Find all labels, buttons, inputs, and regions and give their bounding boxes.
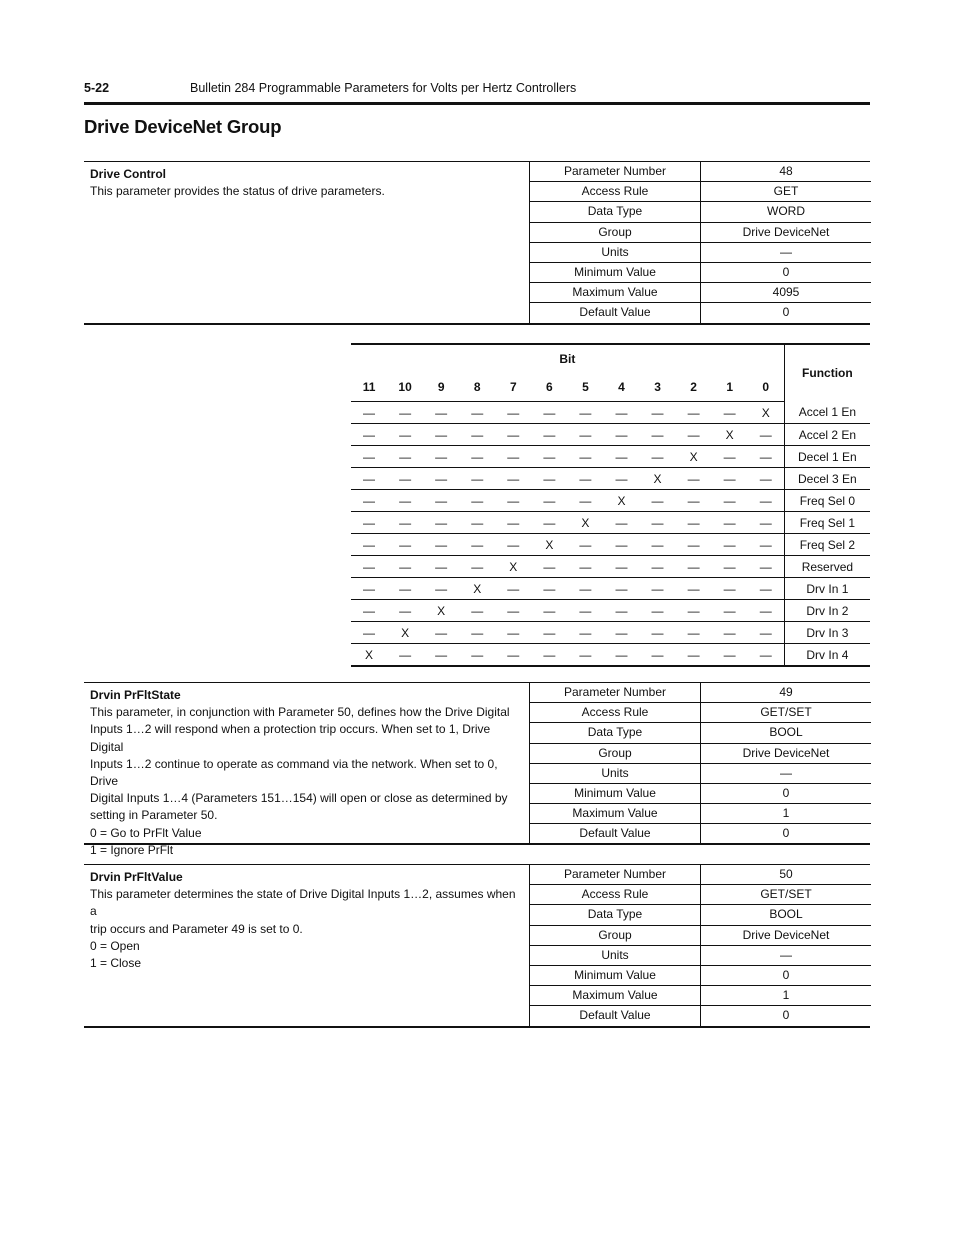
bit-cell: —	[351, 446, 387, 468]
bit-cell: —	[676, 512, 712, 534]
bit-cell: —	[351, 468, 387, 490]
param-description-line: Inputs 1…2 will respond when a protection trip occurs. When set to 1, Drive Digital	[90, 722, 491, 754]
bit-cell: —	[567, 534, 603, 556]
bit-cell: —	[603, 512, 639, 534]
bit-cell: X	[676, 446, 712, 468]
bit-cell: —	[423, 424, 459, 446]
bit-cell: —	[567, 402, 603, 424]
param-property-row	[530, 824, 871, 844]
param-property-key: Minimum Value	[530, 966, 701, 985]
param-property-value: GET/SET	[760, 887, 812, 902]
bit-number: 1	[712, 373, 748, 402]
param-property-key: Maximum Value	[530, 804, 701, 823]
bit-cell: —	[603, 578, 639, 600]
param-block-drvin-prfltstate	[84, 682, 870, 857]
bit-cell: —	[603, 534, 639, 556]
param-property-value: —	[780, 765, 792, 780]
bit-cell: —	[351, 512, 387, 534]
bit-cell: —	[712, 402, 748, 424]
param-description-line: setting in Parameter 50.	[90, 808, 218, 823]
param-property-row	[530, 926, 871, 946]
bit-cell: —	[531, 622, 567, 644]
bit-cell: —	[531, 424, 567, 446]
bit-cell: —	[459, 534, 495, 556]
bit-cell: —	[459, 402, 495, 424]
bit-cell: —	[712, 578, 748, 600]
bit-cell: —	[603, 556, 639, 578]
table-row	[351, 600, 870, 622]
function-cell: Accel 1 En	[784, 402, 870, 424]
bit-cell: —	[531, 468, 567, 490]
bit-cell: —	[748, 622, 785, 644]
bit-cell: —	[712, 556, 748, 578]
bit-cell: —	[387, 402, 423, 424]
bit-cell: —	[387, 644, 423, 667]
bit-cell: —	[712, 600, 748, 622]
param-property-key: Data Type	[530, 202, 701, 221]
bit-cell: —	[423, 446, 459, 468]
bit-cell: —	[495, 402, 531, 424]
param-property-value: BOOL	[769, 907, 803, 922]
bit-cell: —	[640, 402, 676, 424]
param-property-key: Data Type	[530, 905, 701, 924]
param-property-value: Drive DeviceNet	[742, 224, 830, 239]
bit-cell: —	[567, 446, 603, 468]
param-property-key: Maximum Value	[530, 283, 701, 302]
bit-cell: —	[640, 424, 676, 446]
bit-cell: —	[567, 556, 603, 578]
param-property-value: GET	[773, 184, 799, 199]
param-description-line: Digital Inputs 1…4 (Parameters 151…154) will open or close as determined by	[90, 791, 508, 806]
param-property-row	[530, 223, 871, 243]
bit-cell: —	[567, 600, 603, 622]
bit-cell: —	[712, 512, 748, 534]
bit-cell: —	[712, 622, 748, 644]
param-properties-table	[529, 865, 871, 1026]
bit-number: 11	[351, 373, 387, 402]
bit-number: 2	[676, 373, 712, 402]
param-property-value: 50	[779, 867, 793, 881]
bit-cell: X	[748, 402, 785, 424]
bit-cell: —	[495, 600, 531, 622]
bit-cell: —	[676, 402, 712, 424]
bit-cell: —	[567, 468, 603, 490]
bit-cell: —	[387, 446, 423, 468]
param-description-line: Inputs 1…2 continue to operate as command via the network. When set to 0, Drive	[90, 756, 498, 789]
bit-number: 0	[748, 373, 785, 402]
param-property-row	[530, 162, 871, 182]
table-row	[351, 446, 870, 468]
param-property-row	[530, 744, 871, 764]
bit-cell: —	[351, 402, 387, 424]
bit-cell: —	[387, 578, 423, 600]
param-property-key: Default Value	[530, 303, 701, 323]
bit-cell: —	[495, 490, 531, 512]
param-property-value: 0	[782, 967, 790, 982]
table-row	[351, 402, 870, 424]
param-name: Drvin PrFltState	[90, 688, 181, 702]
bit-cell: —	[748, 600, 785, 622]
bit-number: 9	[423, 373, 459, 402]
table-row	[351, 556, 870, 578]
param-property-row	[530, 946, 871, 966]
table-row	[351, 424, 870, 446]
param-property-row	[530, 905, 871, 925]
param-property-key: Units	[530, 764, 701, 783]
function-cell: Freq Sel 0	[784, 490, 870, 512]
bit-cell: —	[748, 512, 785, 534]
bit-cell: —	[459, 424, 495, 446]
bit-cell: —	[676, 622, 712, 644]
param-property-value: 0	[782, 785, 790, 800]
bit-cell: —	[459, 490, 495, 512]
param-property-key: Group	[530, 223, 701, 242]
bit-cell: —	[387, 600, 423, 622]
bit-cell: —	[531, 490, 567, 512]
bit-cell: —	[640, 578, 676, 600]
param-property-value: 0	[782, 826, 790, 841]
param-property-value: 48	[779, 164, 793, 178]
bit-cell: —	[567, 644, 603, 667]
function-cell: Drv In 2	[784, 600, 870, 622]
bit-cell: —	[640, 534, 676, 556]
bit-cell: X	[640, 468, 676, 490]
bit-cell: —	[387, 468, 423, 490]
bit-cell: —	[676, 600, 712, 622]
param-property-row	[530, 202, 871, 222]
bit-number: 6	[531, 373, 567, 402]
param-property-row	[530, 303, 871, 323]
function-cell: Drv In 1	[784, 578, 870, 600]
param-property-row	[530, 723, 871, 743]
bit-cell: —	[603, 468, 639, 490]
bit-cell: —	[531, 512, 567, 534]
bit-cell: —	[567, 424, 603, 446]
bit-cell: —	[603, 600, 639, 622]
section-title: Drive DeviceNet Group	[84, 116, 282, 137]
table-row	[351, 468, 870, 490]
param-property-row	[530, 764, 871, 784]
param-property-value: BOOL	[769, 725, 803, 740]
function-cell: Drv In 3	[784, 622, 870, 644]
param-property-key: Group	[530, 744, 701, 763]
bit-cell: X	[567, 512, 603, 534]
table-row	[351, 512, 870, 534]
bit-cell: —	[748, 556, 785, 578]
param-description	[90, 166, 524, 200]
bit-cell: —	[423, 402, 459, 424]
function-cell: Decel 1 En	[784, 446, 870, 468]
param-property-key: Group	[530, 926, 701, 945]
param-property-value: Drive DeviceNet	[742, 745, 830, 760]
param-property-value: 49	[779, 685, 793, 699]
bit-cell: —	[676, 556, 712, 578]
bit-cell: —	[495, 578, 531, 600]
bit-cell: —	[603, 622, 639, 644]
param-property-row	[530, 263, 871, 283]
bit-cell: —	[351, 622, 387, 644]
function-cell: Freq Sel 1	[784, 512, 870, 534]
table-row	[351, 578, 870, 600]
bit-cell: —	[459, 644, 495, 667]
bit-cell: —	[603, 644, 639, 667]
bit-cell: —	[531, 578, 567, 600]
param-property-row	[530, 986, 871, 1006]
function-cell: Drv In 4	[784, 644, 870, 667]
bit-cell: —	[748, 468, 785, 490]
bit-cell: —	[495, 644, 531, 667]
bit-cell: —	[748, 578, 785, 600]
bit-cell: X	[495, 556, 531, 578]
param-property-key: Access Rule	[530, 703, 701, 722]
bit-cell: —	[423, 578, 459, 600]
param-property-value: 0	[782, 1008, 790, 1023]
param-description-line: This parameter provides the status of drive parameters.	[90, 184, 385, 199]
param-property-key: Default Value	[530, 1006, 701, 1026]
bit-cell: —	[423, 490, 459, 512]
bit-cell: —	[495, 534, 531, 556]
bit-cell: —	[567, 490, 603, 512]
param-property-key: Default Value	[530, 824, 701, 844]
bit-cell: —	[640, 512, 676, 534]
param-property-key: Minimum Value	[530, 784, 701, 803]
bit-cell: —	[676, 490, 712, 512]
bit-cell: —	[603, 446, 639, 468]
bit-cell: X	[387, 622, 423, 644]
bit-cell: —	[712, 468, 748, 490]
bit-cell: —	[459, 600, 495, 622]
bit-cell: X	[531, 534, 567, 556]
page-header	[84, 80, 870, 105]
param-property-row	[530, 804, 871, 824]
table-row	[351, 490, 870, 512]
param-description-line: 0 = Open	[90, 938, 140, 953]
bit-cell: —	[676, 644, 712, 667]
param-description-line: 1 = Ignore PrFlt	[90, 842, 174, 857]
bit-table	[351, 343, 870, 667]
bit-cell: —	[423, 556, 459, 578]
bit-cell: —	[387, 424, 423, 446]
param-property-row	[530, 243, 871, 263]
bit-cell: —	[748, 644, 785, 667]
bit-cell: —	[640, 490, 676, 512]
param-description-line: This parameter, in conjunction with Parameter 50, defines how the Drive Digital	[90, 705, 510, 720]
param-property-value: 0	[782, 305, 790, 320]
bit-number: 4	[603, 373, 639, 402]
bit-cell: —	[603, 402, 639, 424]
param-property-value: WORD	[767, 204, 805, 219]
bit-cell: —	[640, 644, 676, 667]
function-cell: Accel 2 En	[784, 424, 870, 446]
param-property-key: Data Type	[530, 723, 701, 742]
bit-cell: —	[748, 490, 785, 512]
bit-cell: —	[495, 468, 531, 490]
bit-number: 7	[495, 373, 531, 402]
param-property-key: Parameter Number	[530, 865, 701, 884]
bit-cell: —	[676, 578, 712, 600]
param-property-value: 0	[782, 264, 790, 279]
param-property-row	[530, 1006, 871, 1026]
bit-cell: —	[495, 512, 531, 534]
table-row	[351, 534, 870, 556]
param-property-key: Units	[530, 243, 701, 262]
param-name: Drvin PrFltValue	[90, 870, 183, 884]
table-row	[351, 644, 870, 667]
bit-cell: —	[748, 446, 785, 468]
function-cell: Freq Sel 2	[784, 534, 870, 556]
param-property-value: 1	[782, 988, 790, 1003]
bit-cell: —	[712, 534, 748, 556]
bit-cell: —	[459, 512, 495, 534]
param-property-row	[530, 865, 871, 885]
bit-cell: —	[459, 556, 495, 578]
bit-cell: —	[387, 556, 423, 578]
param-property-key: Access Rule	[530, 182, 701, 201]
param-property-key: Minimum Value	[530, 263, 701, 282]
param-properties-table	[529, 683, 871, 843]
bit-cell: —	[567, 578, 603, 600]
param-property-value: GET/SET	[760, 705, 812, 720]
bit-cell: —	[531, 402, 567, 424]
bit-table-body	[351, 402, 870, 667]
bit-cell: —	[387, 534, 423, 556]
param-block-drvin-prfltvalue	[84, 864, 870, 1028]
bit-cell: —	[351, 424, 387, 446]
bit-cell: —	[387, 490, 423, 512]
bit-cell: —	[459, 446, 495, 468]
bit-cell: —	[495, 622, 531, 644]
bit-cell: —	[567, 622, 603, 644]
param-property-row	[530, 784, 871, 804]
bit-cell: —	[531, 446, 567, 468]
param-properties-table	[529, 162, 871, 323]
param-property-row	[530, 703, 871, 723]
param-property-key: Parameter Number	[530, 683, 701, 702]
bit-cell: —	[459, 622, 495, 644]
bit-cell: X	[351, 644, 387, 667]
bit-cell: —	[676, 468, 712, 490]
param-property-key: Units	[530, 946, 701, 965]
param-description-line: 1 = Close	[90, 956, 142, 971]
bit-cell: —	[603, 424, 639, 446]
bit-cell: X	[603, 490, 639, 512]
param-property-value: Drive DeviceNet	[742, 927, 830, 942]
bit-cell: —	[351, 600, 387, 622]
bit-cell: —	[712, 446, 748, 468]
bit-number: 5	[567, 373, 603, 402]
bit-cell: —	[712, 644, 748, 667]
function-header: Function	[784, 344, 870, 402]
bit-cell: —	[531, 644, 567, 667]
bit-cell: —	[495, 446, 531, 468]
bit-cell: —	[351, 534, 387, 556]
running-title: Bulletin 284 Programmable Parameters for Volts per Hertz Controllers	[190, 81, 577, 95]
bit-cell: —	[495, 424, 531, 446]
param-property-key: Parameter Number	[530, 162, 701, 181]
param-property-value: —	[780, 244, 792, 259]
page-number: 5-22	[84, 81, 110, 95]
bit-cell: —	[423, 644, 459, 667]
bit-cell: —	[387, 512, 423, 534]
param-property-row	[530, 885, 871, 905]
bit-cell: —	[640, 600, 676, 622]
bit-cell: —	[423, 468, 459, 490]
param-description-line: 0 = Go to PrFlt Value	[90, 825, 202, 840]
bit-cell: —	[640, 446, 676, 468]
param-property-key: Maximum Value	[530, 986, 701, 1005]
param-block-drive-control	[84, 161, 870, 325]
bit-cell: —	[531, 600, 567, 622]
bit-cell: X	[423, 600, 459, 622]
bit-cell: —	[676, 424, 712, 446]
bit-cell: —	[640, 622, 676, 644]
bit-cell: —	[423, 622, 459, 644]
bit-header: Bit	[351, 344, 784, 373]
param-description	[90, 687, 524, 859]
bit-cell: X	[459, 578, 495, 600]
param-description-line: This parameter determines the state of Drive Digital Inputs 1…2, assumes when a	[90, 887, 516, 919]
bit-cell: X	[712, 424, 748, 446]
function-cell: Reserved	[784, 556, 870, 578]
bit-cell: —	[351, 490, 387, 512]
bit-cell: —	[423, 534, 459, 556]
param-name: Drive Control	[90, 167, 167, 181]
param-property-key: Access Rule	[530, 885, 701, 904]
bit-number: 10	[387, 373, 423, 402]
bit-cell: —	[531, 556, 567, 578]
param-property-row	[530, 182, 871, 202]
bit-cell: —	[459, 468, 495, 490]
bit-cell: —	[748, 424, 785, 446]
param-description	[90, 869, 524, 972]
bit-cell: —	[640, 556, 676, 578]
bit-cell: —	[351, 556, 387, 578]
bit-cell: —	[748, 534, 785, 556]
param-property-row	[530, 966, 871, 986]
bit-cell: —	[423, 512, 459, 534]
param-property-row	[530, 283, 871, 303]
param-property-value: —	[780, 947, 792, 962]
param-property-value: 1	[782, 806, 790, 821]
param-property-value: 4095	[772, 285, 800, 300]
function-cell: Decel 3 En	[784, 468, 870, 490]
table-row	[351, 622, 870, 644]
param-property-row	[530, 683, 871, 703]
bit-cell: —	[676, 534, 712, 556]
bit-number: 8	[459, 373, 495, 402]
bit-cell: —	[712, 490, 748, 512]
bit-number: 3	[640, 373, 676, 402]
param-description-line: trip occurs and Parameter 49 is set to 0.	[90, 921, 303, 936]
bit-cell: —	[351, 578, 387, 600]
